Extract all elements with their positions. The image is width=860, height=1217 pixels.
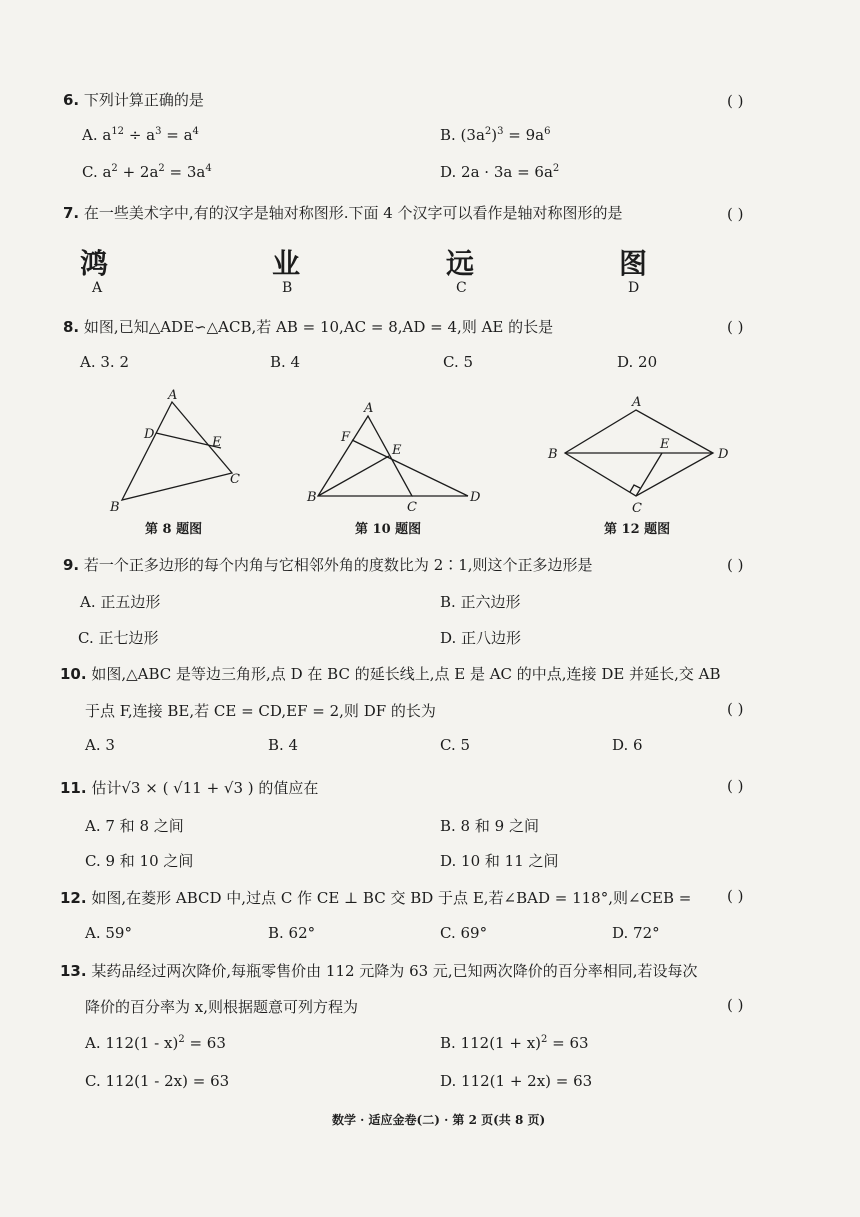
q11-option-b: B. 8 和 9 之间 <box>440 817 539 835</box>
q8-option-b: B. 4 <box>270 353 301 371</box>
fig12-label-c: C <box>632 501 642 516</box>
q10-stem-line1: 10. 如图,△ABC 是等边三角形,点 D 在 BC 的延长线上,点 E 是 AC 的中点,连接 DE 并延长,交 AB <box>60 665 721 683</box>
q13-answer-paren: ( ) <box>727 996 744 1014</box>
fig12-label-d: D <box>718 447 729 462</box>
q7-char-b: 业 <box>272 247 301 280</box>
fig12-segment-ce <box>636 453 662 496</box>
q13-option-a: A. 112(1 - x)$^2$ = 63 <box>85 1034 226 1052</box>
fig10-segment-be <box>318 456 389 496</box>
q12-option-a: A. 59° <box>85 924 132 942</box>
q13-option-c: C. 112(1 - 2x) = 63 <box>85 1072 230 1090</box>
q6-answer-paren: ( ) <box>727 92 744 110</box>
q10-stem-line2: 于点 F,连接 BE,若 CE = CD,EF = 2,则 DF 的长为 <box>85 702 436 720</box>
q8-option-d: D. 20 <box>617 353 658 371</box>
fig10-label-c: C <box>407 500 417 515</box>
q9-option-c: C. 正七边形 <box>78 629 159 647</box>
q12-answer-paren: ( ) <box>727 887 744 905</box>
q10-option-d: D. 6 <box>612 736 643 754</box>
q9-stem: 9. 若一个正多边形的每个内角与它相邻外角的度数比为 2∶1,则这个正多边形是 <box>63 556 593 574</box>
q7-letter-b: B <box>282 280 293 296</box>
fig8-label-c: C <box>230 472 240 487</box>
fig12-label-e: E <box>660 437 670 452</box>
q10-option-b: B. 4 <box>268 736 299 754</box>
fig12-label-a: A <box>632 395 642 410</box>
q12-option-b: B. 62° <box>268 924 316 942</box>
q12-option-d: D. 72° <box>612 924 660 942</box>
q7-stem: 7. 在一些美术字中,有的汉字是轴对称图形.下面 4 个汉字可以看作是轴对称图形的是 <box>63 204 623 222</box>
fig12-label-b: B <box>548 447 558 462</box>
fig10-label-e: E <box>392 443 402 458</box>
fig10-segment-df <box>352 440 468 496</box>
q11-option-d: D. 10 和 11 之间 <box>440 852 559 870</box>
q7-char-c: 远 <box>446 247 475 280</box>
q11-option-c: C. 9 和 10 之间 <box>85 852 194 870</box>
q13-option-b: B. $112(1 + x)^2 = 63$ <box>440 1034 589 1052</box>
fig10-caption: 第 10 题图 <box>355 522 422 537</box>
q7-char-a: 鸿 <box>80 247 109 280</box>
fig8-caption: 第 8 题图 <box>145 522 203 537</box>
fig8-label-d: D <box>144 427 155 442</box>
figures-svg <box>0 380 860 540</box>
q7-char-d: 图 <box>619 247 648 280</box>
fig10-label-a: A <box>364 401 374 416</box>
q8-option-c: C. 5 <box>443 353 474 371</box>
q8-answer-paren: ( ) <box>727 318 744 336</box>
q8-option-a: A. 3. 2 <box>80 353 129 371</box>
q12-option-c: C. 69° <box>440 924 488 942</box>
fig8-label-a: A <box>168 388 178 403</box>
q7-letter-a: A <box>92 280 103 296</box>
q11-option-a: A. 7 和 8 之间 <box>85 817 184 835</box>
q10-option-a: A. 3 <box>85 736 115 754</box>
fig12-caption: 第 12 题图 <box>604 522 671 537</box>
q9-answer-paren: ( ) <box>727 556 744 574</box>
q9-option-d: D. 正八边形 <box>440 629 522 647</box>
page-footer: 数学 · 适应金卷(二) · 第 2 页(共 8 页) <box>332 1113 546 1127</box>
q10-answer-paren: ( ) <box>727 700 744 718</box>
q13-stem-line2: 降价的百分率为 x,则根据题意可列方程为 <box>85 998 358 1016</box>
q6-option-b: B. $(3a^2)^3 = 9a^6$ <box>440 126 551 144</box>
fig8-triangle-abc <box>122 402 232 500</box>
q6-option-c: C. $a^2 + 2a^2 = 3a^4$ <box>82 163 212 181</box>
q11-stem: 11. 估计√3 × ( √11 + √3 ) 的值应在 <box>60 779 319 797</box>
q6-option-d: D. $2a \cdot 3a = 6a^2$ <box>440 163 560 181</box>
q9-option-a: A. 正五边形 <box>80 593 161 611</box>
fig10-label-d: D <box>470 490 481 505</box>
q6-option-a: A. $a^{12} \div a^3 = a^4$ <box>82 126 199 144</box>
fig10-label-b: B <box>307 490 317 505</box>
q10-option-c: C. 5 <box>440 736 471 754</box>
q9-option-b: B. 正六边形 <box>440 593 521 611</box>
q6-stem: 6. 下列计算正确的是 <box>63 91 204 109</box>
fig8-label-e: E <box>212 435 222 450</box>
q11-answer-paren: ( ) <box>727 777 744 795</box>
fig8-label-b: B <box>110 500 120 515</box>
q7-letter-c: C <box>456 280 467 296</box>
q7-letter-d: D <box>628 280 640 296</box>
q13-option-d: D. 112(1 + 2x) = 63 <box>440 1072 593 1090</box>
q7-answer-paren: ( ) <box>727 205 744 223</box>
q12-stem: 12. 如图,在菱形 ABCD 中,过点 C 作 CE ⊥ BC 交 BD 于点 E,若∠BAD = 118°,则∠CEB = <box>60 889 692 907</box>
q13-stem-line1: 13. 某药品经过两次降价,每瓶零售价由 112 元降为 63 元,已知两次降价的百分率相同,若设每次 <box>60 962 698 980</box>
fig10-label-f: F <box>341 430 351 445</box>
q8-stem: 8. 如图,已知△ADE∽△ACB,若 AB = 10,AC = 8,AD = 4,则 AE 的长是 <box>63 318 554 336</box>
